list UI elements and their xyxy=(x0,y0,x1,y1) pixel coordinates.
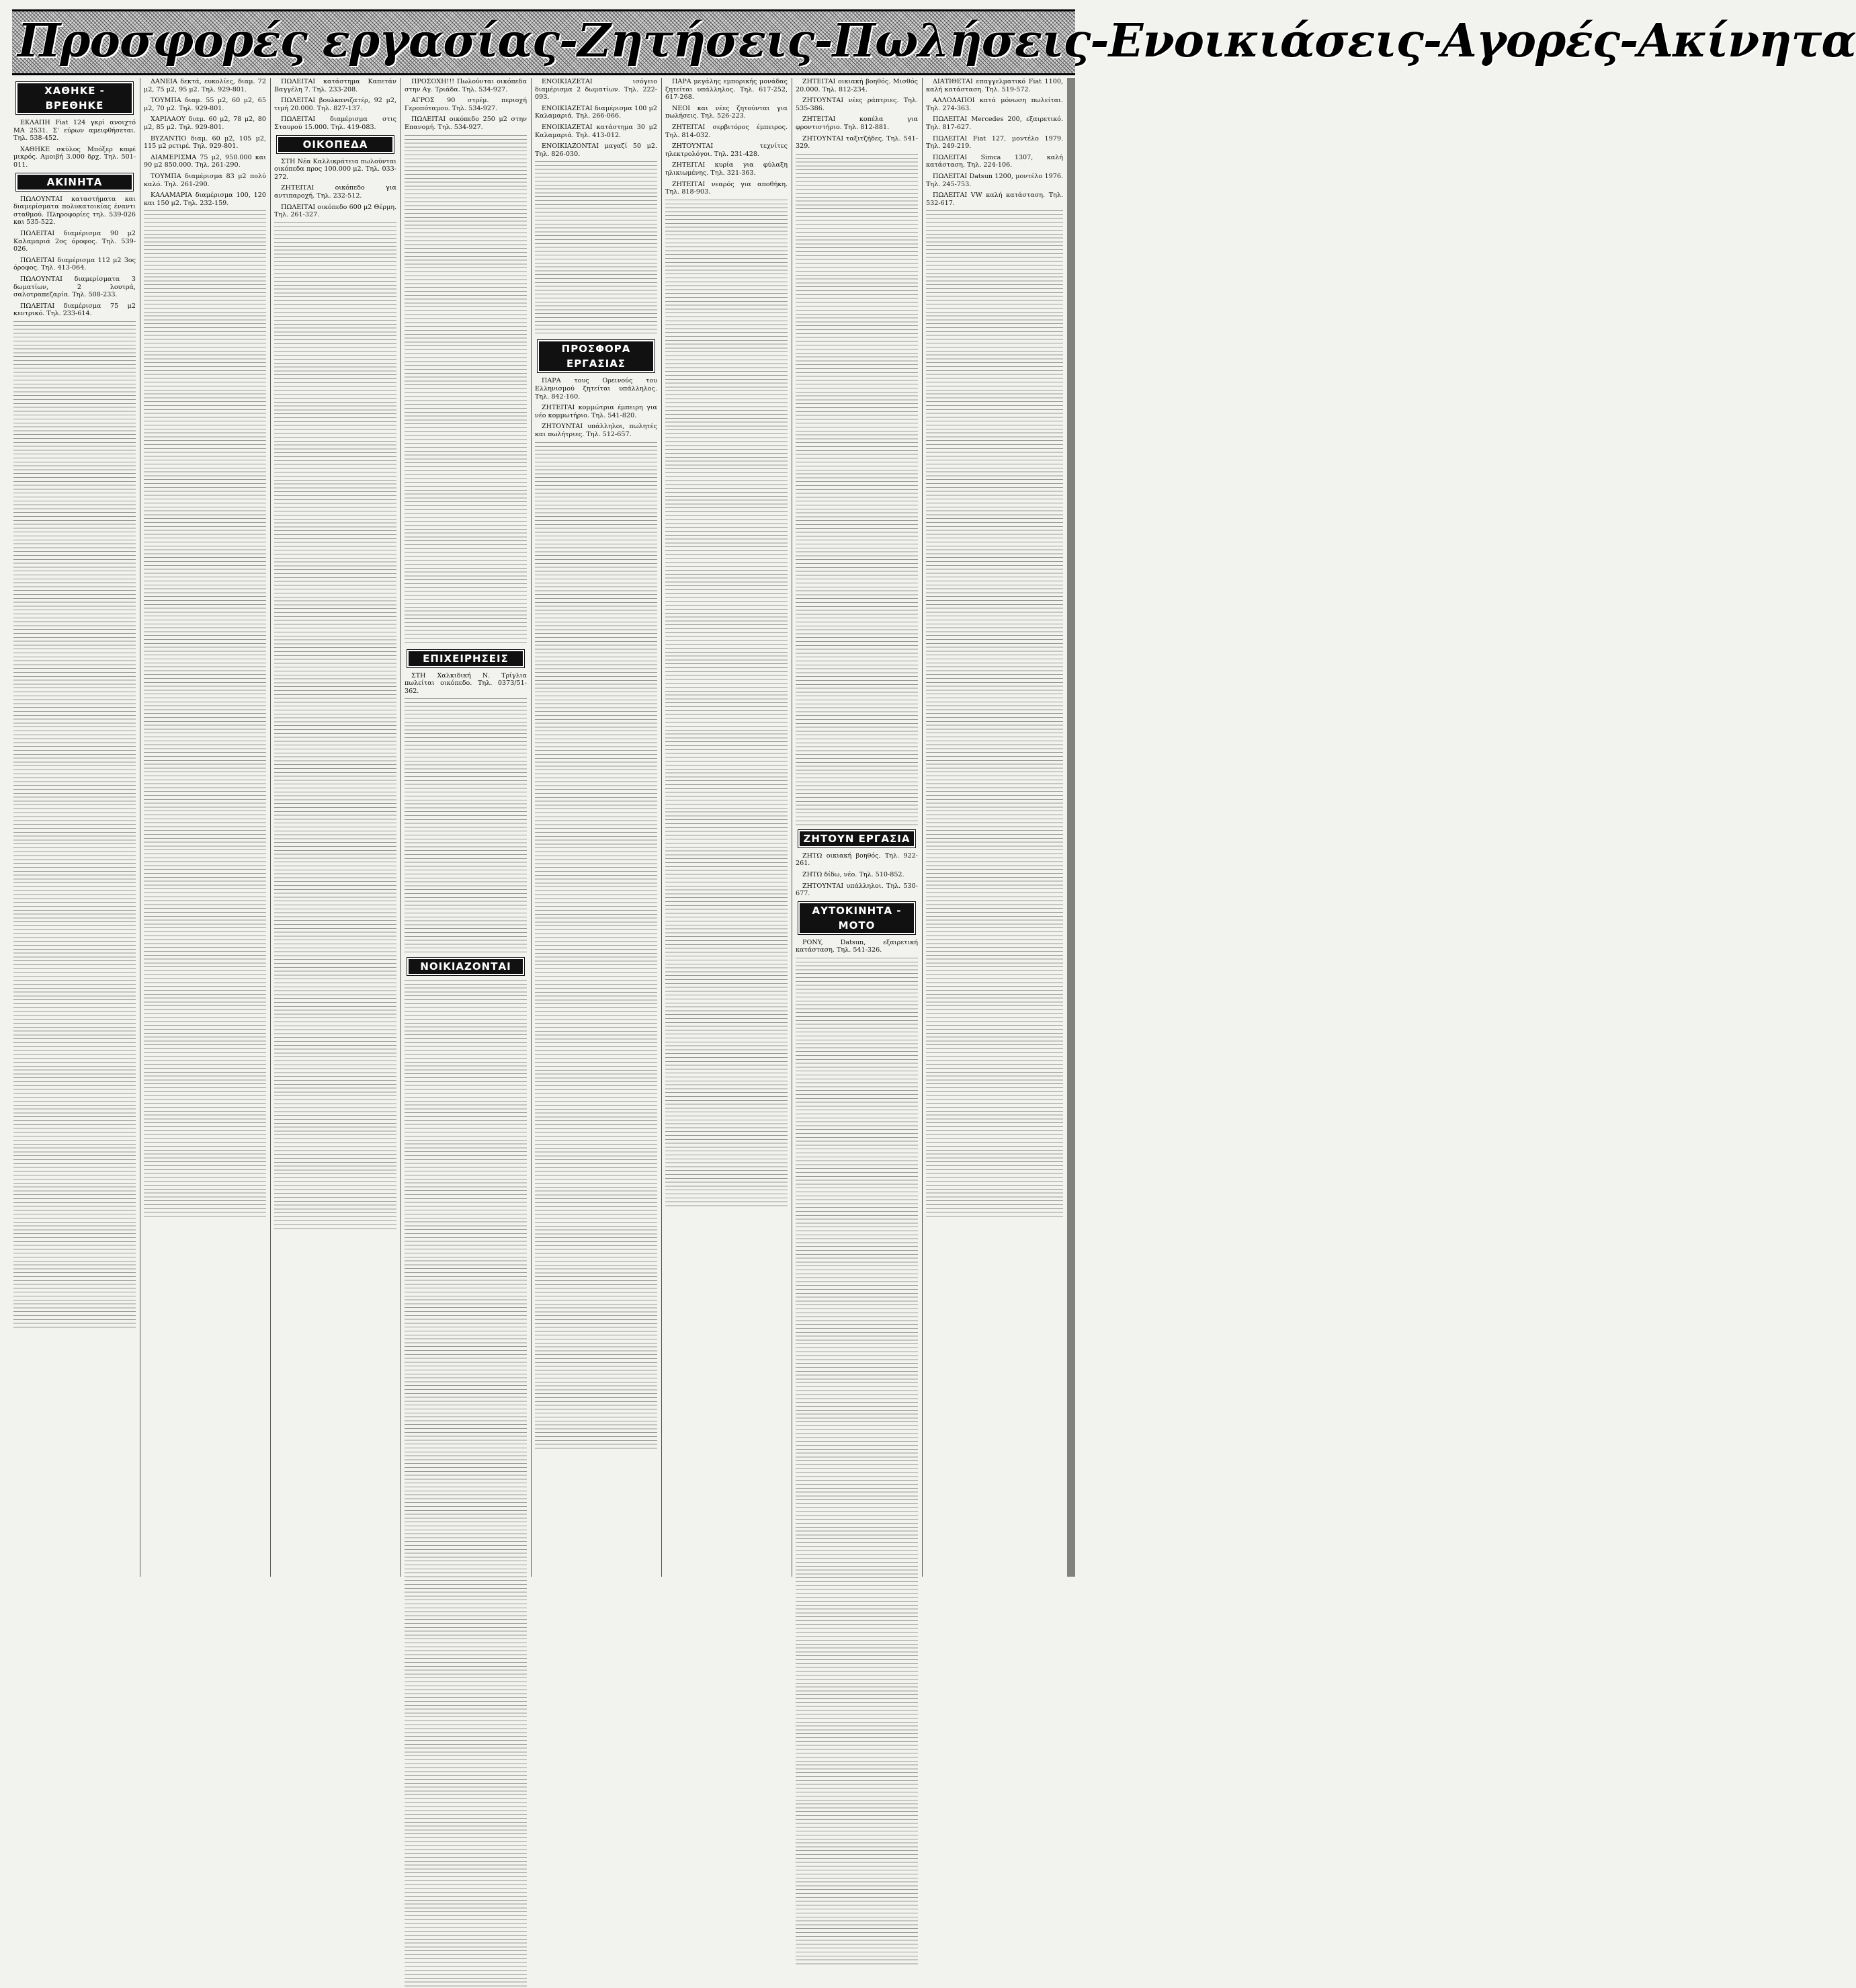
classified-ad: ΠΑΡΑ τους Ορεινούς του Ελληνισμού ζητείται υπάλληλος. Τηλ. 842-160. xyxy=(535,377,657,401)
classified-ad: ΠΩΛΕΙΤΑΙ Simca 1307, καλή κατάσταση. Τηλ. 224-106. xyxy=(926,153,1063,169)
classified-ad: ΕΝΟΙΚΙΑΖΕΤΑΙ ισόγειο διαμέρισμα 2 δωματίων. Τηλ. 222-093. xyxy=(535,78,657,101)
dense-text-block xyxy=(665,200,788,1208)
classified-ad: ΠΩΛΕΙΤΑΙ VW καλή κατάσταση. Τηλ. 532-617. xyxy=(926,192,1063,207)
section-header-realestate: ΑΚΙΝΗΤΑ xyxy=(16,173,133,191)
column-rule xyxy=(400,78,401,1577)
classified-ad: ΖΗΤΟΥΝΤΑΙ νέες ράπτριες. Τηλ. 535-386. xyxy=(796,97,918,112)
column-8 xyxy=(926,78,1063,1577)
classified-ad: ΠΩΛΕΙΤΑΙ οικόπεδο 250 μ2 στην Επανομή. Τηλ. 534-927. xyxy=(405,116,527,131)
dense-text-block xyxy=(274,222,396,1231)
classified-ad: ΠΩΛΕΙΤΑΙ διαμέρισμα 112 μ2 3ος όροφος. Τηλ. 413-064. xyxy=(13,256,136,272)
classified-ad: ΖΗΤΟΥΝΤΑΙ ταξιτζήδες. Τηλ. 541-329. xyxy=(796,134,918,151)
classified-ad: ΠΩΛΕΙΤΑΙ Mercedes 200, εξαιρετικό. Τηλ. 817-627. xyxy=(926,116,1063,131)
column-rule xyxy=(661,78,662,1577)
column-4 xyxy=(405,78,527,1577)
page-edge-adjacent-column xyxy=(1067,78,1075,1577)
column-rule xyxy=(531,78,532,1577)
dense-text-block xyxy=(535,442,657,1450)
classified-ad: ΔΙΑΜΕΡΙΣΜΑ 75 μ2, 950.000 και 90 μ2 850.000. Τηλ. 261-290. xyxy=(144,153,266,169)
classified-ad: ΠΩΛΟΥΝΤΑΙ καταστήματα και διαμερίσματα πολυκατοικίας έναντι σταθμού. Πληροφορίες τηλ. 539-026 και 535-522. xyxy=(13,195,136,226)
classified-ad: ΧΑΘΗΚΕ σκύλος Μπόξερ καφέ μικρός. Αμοιβή 3.000 δρχ. Τηλ. 501-011. xyxy=(13,145,136,169)
classified-ad: ΑΓΡΟΣ 90 στρέμ. περιοχή Γεροπόταμου. Τηλ. 534-927. xyxy=(405,97,527,112)
classified-ad: ΠΩΛΕΙΤΑΙ Datsun 1200, μοντέλο 1976. Τηλ. 245-753. xyxy=(926,172,1063,188)
dense-text-block xyxy=(796,958,918,1966)
classified-ad: ΔΙΑΤΙΘΕΤΑΙ επαγγελματικό Fiat 1100, καλή κατάσταση. Τηλ. 519-572. xyxy=(926,78,1063,93)
classified-ad: ΠΑΡΑ μεγάλης εμπορικής μονάδας ζητείται υπάλληλος. Τηλ. 617-252, 617-268. xyxy=(665,78,788,101)
classified-ad: ΕΝΟΙΚΙΑΖΕΤΑΙ διαμέρισμα 100 μ2 Καλαμαριά. Τηλ. 266-066. xyxy=(535,104,657,120)
classified-ad: ΖΗΤΕΙΤΑΙ κοπέλα για φροντιστήριο. Τηλ. 812-881. xyxy=(796,116,918,131)
classified-ad: ΕΚΛΑΠΗ Fiat 124 γκρί ανοιχτό ΜΑ 2531. Σ' εύρων αμειφθήσεται. Τηλ. 538-452. xyxy=(13,119,136,142)
section-header-lost: ΧΑΘΗΚΕ - ΒΡΕΘΗΚΕ xyxy=(16,82,133,114)
dense-text-block xyxy=(144,210,266,1218)
classified-ad: ΠΩΛΕΙΤΑΙ Fiat 127, μοντέλο 1979. Τηλ. 249-219. xyxy=(926,134,1063,151)
classified-ad: ΣΤΗ Νέα Καλλικράτεια πωλούνται οικόπεδα προς 100.000 μ2. Τηλ. 033-272. xyxy=(274,157,396,181)
classified-ad: ΠΡΟΣΟΧΗ!!! Πωλούνται οικόπεδα στην Αγ. Τριάδα. Τηλ. 534-927. xyxy=(405,78,527,93)
classified-ad: ΠΩΛΕΙΤΑΙ κατάστημα Καπετάν Βαγγέλη 7. Τηλ. 233-208. xyxy=(274,78,396,93)
dense-text-block xyxy=(405,698,527,954)
section-header-rentals: ΝΟΙΚΙΑΖΟΝΤΑΙ xyxy=(407,958,524,975)
classified-ad: ΑΛΛΟΔΑΠΟΙ κατά μόνωση πωλείται. Τηλ. 274-363. xyxy=(926,97,1063,112)
classified-ad: ΕΝΟΙΚΙΑΖΕΤΑΙ κατάστημα 30 μ2 Καλαμαριά. Τηλ. 413-012. xyxy=(535,123,657,139)
classified-ad: ΝΕΟΙ και νέες ζητούνται για πωλήσεις. Τηλ. 526-223. xyxy=(665,104,788,120)
dense-text-block xyxy=(926,210,1063,1218)
column-5 xyxy=(535,78,657,1577)
classified-ad: ΚΑΛΑΜΑΡΙΑ διαμέρισμα 100, 120 και 150 μ2. Τηλ. 232-159. xyxy=(144,192,266,207)
classified-ad: ΖΗΤΟΥΝΤΑΙ υπάλληλοι, πωλητές και πωλήτριες. Τηλ. 512-657. xyxy=(535,423,657,438)
classified-ad: ΠΩΛΟΥΝΤΑΙ διαμερίσματα 3 δωματίων, 2 λουτρά, σαλοτραπεζαρία. Τηλ. 508-233. xyxy=(13,275,136,299)
classified-ad: ΖΗΤΕΙΤΑΙ οικιακή βοηθός. Μισθός 20.000. Τηλ. 812-234. xyxy=(796,78,918,93)
classified-ad: ΖΗΤΕΙΤΑΙ κομμώτρια έμπειρη για νέο κομμωτήριο. Τηλ. 541-820. xyxy=(535,404,657,419)
classified-ad: ΖΗΤΩ δίδω, νέο. Τηλ. 510-852. xyxy=(802,870,904,878)
column-rule xyxy=(922,78,923,1577)
classified-ad: ΧΑΡΙΛΑΟΥ διαμ. 60 μ2, 78 μ2, 80 μ2, 85 μ2. Τηλ. 929-801. xyxy=(144,116,266,131)
classified-ad: ΠΩΛΕΙΤΑΙ διαμέρισμα 90 μ2 Καλαμαριά 2ος όροφος. Τηλ. 539-026. xyxy=(13,229,136,253)
classified-ad: ΣΤΗ Χαλκιδική Ν. Τρίγλια πωλείται οικόπεδο. Τηλ. 0373/51-362. xyxy=(405,671,527,695)
dense-text-block xyxy=(13,321,136,1329)
dense-text-block xyxy=(796,154,918,826)
section-header-business: ΕΠΙΧΕΙΡΗΣΕΙΣ xyxy=(407,650,524,667)
classified-ad: ΠΩΛΕΙΤΑΙ διαμέρισμα στις Σταυρού 15.000. Τηλ. 419-083. xyxy=(274,116,396,131)
classified-ad: ΖΗΤΟΥΝΤΑΙ υπάλληλοι. Τηλ. 530-677. xyxy=(796,882,918,898)
classified-ad: ΠΩΛΕΙΤΑΙ διαμέρισμα 75 μ2 κεντρικό. Τηλ. 233-614. xyxy=(13,302,136,318)
classified-ad: ΠΩΛΕΙΤΑΙ βουλκανιζατέρ, 92 μ2, τιμή 20.000. Τηλ. 827-137. xyxy=(274,97,396,112)
classified-ad: PONY, Datsun, εξαιρετική κατάσταση. Τηλ. 541-326. xyxy=(796,938,918,954)
dense-text-block xyxy=(405,980,527,1988)
classified-ad: ΖΗΤΕΙΤΑΙ σερβιτόρος έμπειρος. Τηλ. 814-032. xyxy=(665,123,788,139)
column-2 xyxy=(144,78,266,1577)
section-header-jobs-offered: ΠΡΟΣΦΟΡΑ ΕΡΓΑΣΙΑΣ xyxy=(538,340,655,372)
classified-ad: ΔΑΝΕΙΑ δεκτά, ευκολίες, διαμ. 72 μ2, 75 μ2, 95 μ2. Τηλ. 929-801. xyxy=(144,78,266,93)
dense-text-block xyxy=(405,135,527,646)
section-header-jobs-wanted: ΖΗΤΟΥΝ ΕΡΓΑΣΙΑ xyxy=(798,830,915,847)
column-7 xyxy=(796,78,918,1577)
classified-ad: ΖΗΤΕΙΤΑΙ οικόπεδο για αντιπαροχή. Τηλ. 232-512. xyxy=(274,184,396,200)
section-header-plots: ΟΙΚΟΠΕΔΑ xyxy=(277,136,394,153)
classified-ad: ΕΝΟΙΚΙΑΖΟΝΤΑΙ μαγαζί 50 μ2. Τηλ. 826-030. xyxy=(535,142,657,158)
column-rule xyxy=(270,78,271,1577)
classified-ad: ΖΗΤΩ οικιακή βοηθός. Τηλ. 922-261. xyxy=(796,852,918,868)
classified-ad: ΤΟΥΜΠΑ διαμέρισμα 83 μ2 πολύ καλό. Τηλ. 261-290. xyxy=(144,172,266,188)
classified-ad: ΒΥΖΑΝΤΙΟ διαμ. 60 μ2, 105 μ2, 115 μ2 ρετιρέ. Τηλ. 929-801. xyxy=(144,134,266,151)
column-6 xyxy=(665,78,788,1577)
classified-ad: ΖΗΤΕΙΤΑΙ νεαρός για αποθήκη. Τηλ. 818-903. xyxy=(665,180,788,196)
classified-ad: ΤΟΥΜΠΑ διαμ. 55 μ2, 60 μ2, 65 μ2, 70 μ2. Τηλ. 929-801. xyxy=(144,97,266,112)
banner xyxy=(12,9,1856,75)
dense-text-block xyxy=(535,161,657,336)
banner-title: Προσφορές εργασίας-Ζητήσεις-Πωλήσεις-Ενοικιάσεις-Αγορές-Ακίνητα xyxy=(17,14,1856,68)
column-3 xyxy=(274,78,396,1577)
classified-ad: ΖΗΤΟΥΝΤΑΙ τεχνίτες ηλεκτρολόγοι. Τηλ. 231-428. xyxy=(665,142,788,158)
section-header-cars: ΑΥΤΟΚΙΝΗΤΑ - ΜΟΤΟ xyxy=(798,902,915,934)
column-1 xyxy=(13,78,136,1577)
classified-ad: ΠΩΛΕΙΤΑΙ οικόπεδο 600 μ2 Θέρμη. Τηλ. 261-327. xyxy=(274,203,396,219)
classified-ad: ΖΗΤΕΙΤΑΙ κυρία για φύλαξη ηλικιωμένης. Τηλ. 321-363. xyxy=(665,161,788,177)
